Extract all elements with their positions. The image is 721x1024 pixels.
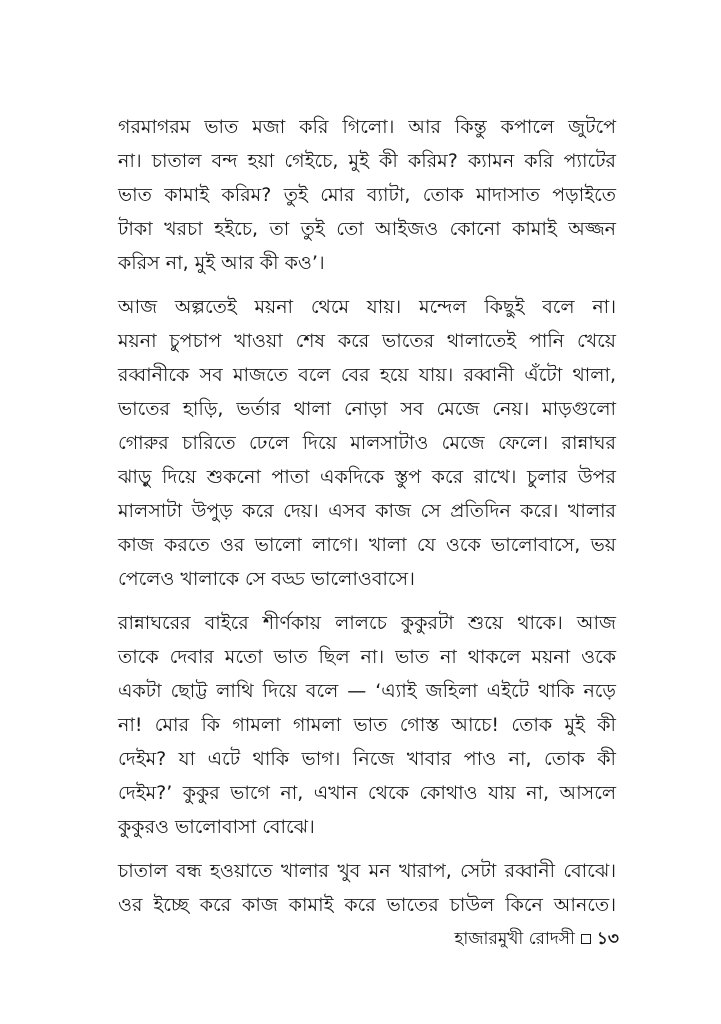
paragraph-1 [118, 110, 616, 280]
text-line: ভাত কামাই করিম? তুই মোর ব্যাটা, তোক মাদাসাত পড়াইতে [118, 184, 616, 206]
text-line: কাজ করতে ওর ভালো লাগে। খালা যে ওকে ভালোবাসে, ভয় [118, 534, 616, 556]
paragraph-4 [118, 854, 616, 922]
text-line: কুকুরও ভালোবাসা বোঝে। [118, 816, 315, 838]
paragraph-2 [118, 290, 616, 596]
text-line: ভাতের হাড়ি, ভর্তার থালা নোড়া সব মেজে নেয়। মাড়গুলো [118, 398, 616, 420]
text-line: গরমাগরম ভাত মজা করি গিলো। আর কিন্তু কপালে জুটপে [118, 116, 616, 138]
text-line: রব্বানীকে সব মাজতে বলে বের হয়ে যায়। রব্বানী এঁটো থালা, [118, 364, 616, 386]
body-text [118, 110, 616, 932]
text-line: দেইম?’ কুকুর ভাগে না, এখান থেকে কোথাও যায় না, আসলে [118, 782, 616, 804]
book-title: হাজারমুখী রোদসী [454, 929, 575, 949]
text-line: রান্নাঘরের বাইরে শীর্ণকায় লালচে কুকুরটা শুয়ে থাকে। আজ [118, 612, 616, 634]
paragraph-3 [118, 606, 616, 844]
text-line: না। চাতাল বন্দ হয়া গেইচে, মুই কী করিম? ক্যামন করি প্যাটের [118, 150, 616, 172]
text-line: না! মোর কি গামলা গামলা ভাত গোস্ত আচে! তোক মুই কী [118, 714, 616, 736]
text-line: মালসাটা উপুড় করে দেয়। এসব কাজ সে প্রতিদিন করে। খালার [118, 500, 616, 522]
text-line: একটা ছোট্ট লাথি দিয়ে বলে — ‘এ্যাই জহিলা এইটে থাকি নড়ে [118, 680, 616, 702]
text-line: গোরুর চারিতে ঢেলে দিয়ে মালসাটাও মেজে ফেলে। রান্নাঘর [118, 432, 616, 454]
text-line: টাকা খরচা হইচে, তা তুই তো আইজও কোনো কামাই অজ্জন [118, 218, 616, 240]
text-line: ময়না চুপচাপ খাওয়া শেষ করে ভাতের থালাতেই পানি খেয়ে [118, 330, 616, 352]
text-line: আজ অল্পতেই ময়না থেমে যায়। মন্দেল কিছুই বলে না। [118, 296, 616, 318]
text-line: করিস না, মুই আর কী কও’। [118, 252, 325, 274]
page-footer [454, 925, 619, 953]
square-ornament-icon [581, 934, 591, 944]
text-line: তাকে দেবার মতো ভাত ছিল না। ভাত না থাকলে ময়না ওকে [118, 646, 616, 668]
page-number: ১৩ [596, 929, 619, 949]
text-line: ওর ইচ্ছে করে কাজ কামাই করে ভাতের চাউল কিনে আনতে। [118, 894, 616, 916]
text-line: ঝাড়ু দিয়ে শুকনো পাতা একদিকে স্তুপ করে রাখে। চুলার উপর [118, 466, 616, 488]
text-line: পেলেও খালাকে সে বড্ড ভালোওবাসে। [118, 568, 415, 590]
text-line: দেইম? যা এটে থাকি ভাগ। নিজে খাবার পাও না, তোক কী [118, 748, 616, 770]
text-line: চাতাল বন্ধ হওয়াতে খালার খুব মন খারাপ, সেটা রব্বানী বোঝে। [118, 860, 616, 882]
